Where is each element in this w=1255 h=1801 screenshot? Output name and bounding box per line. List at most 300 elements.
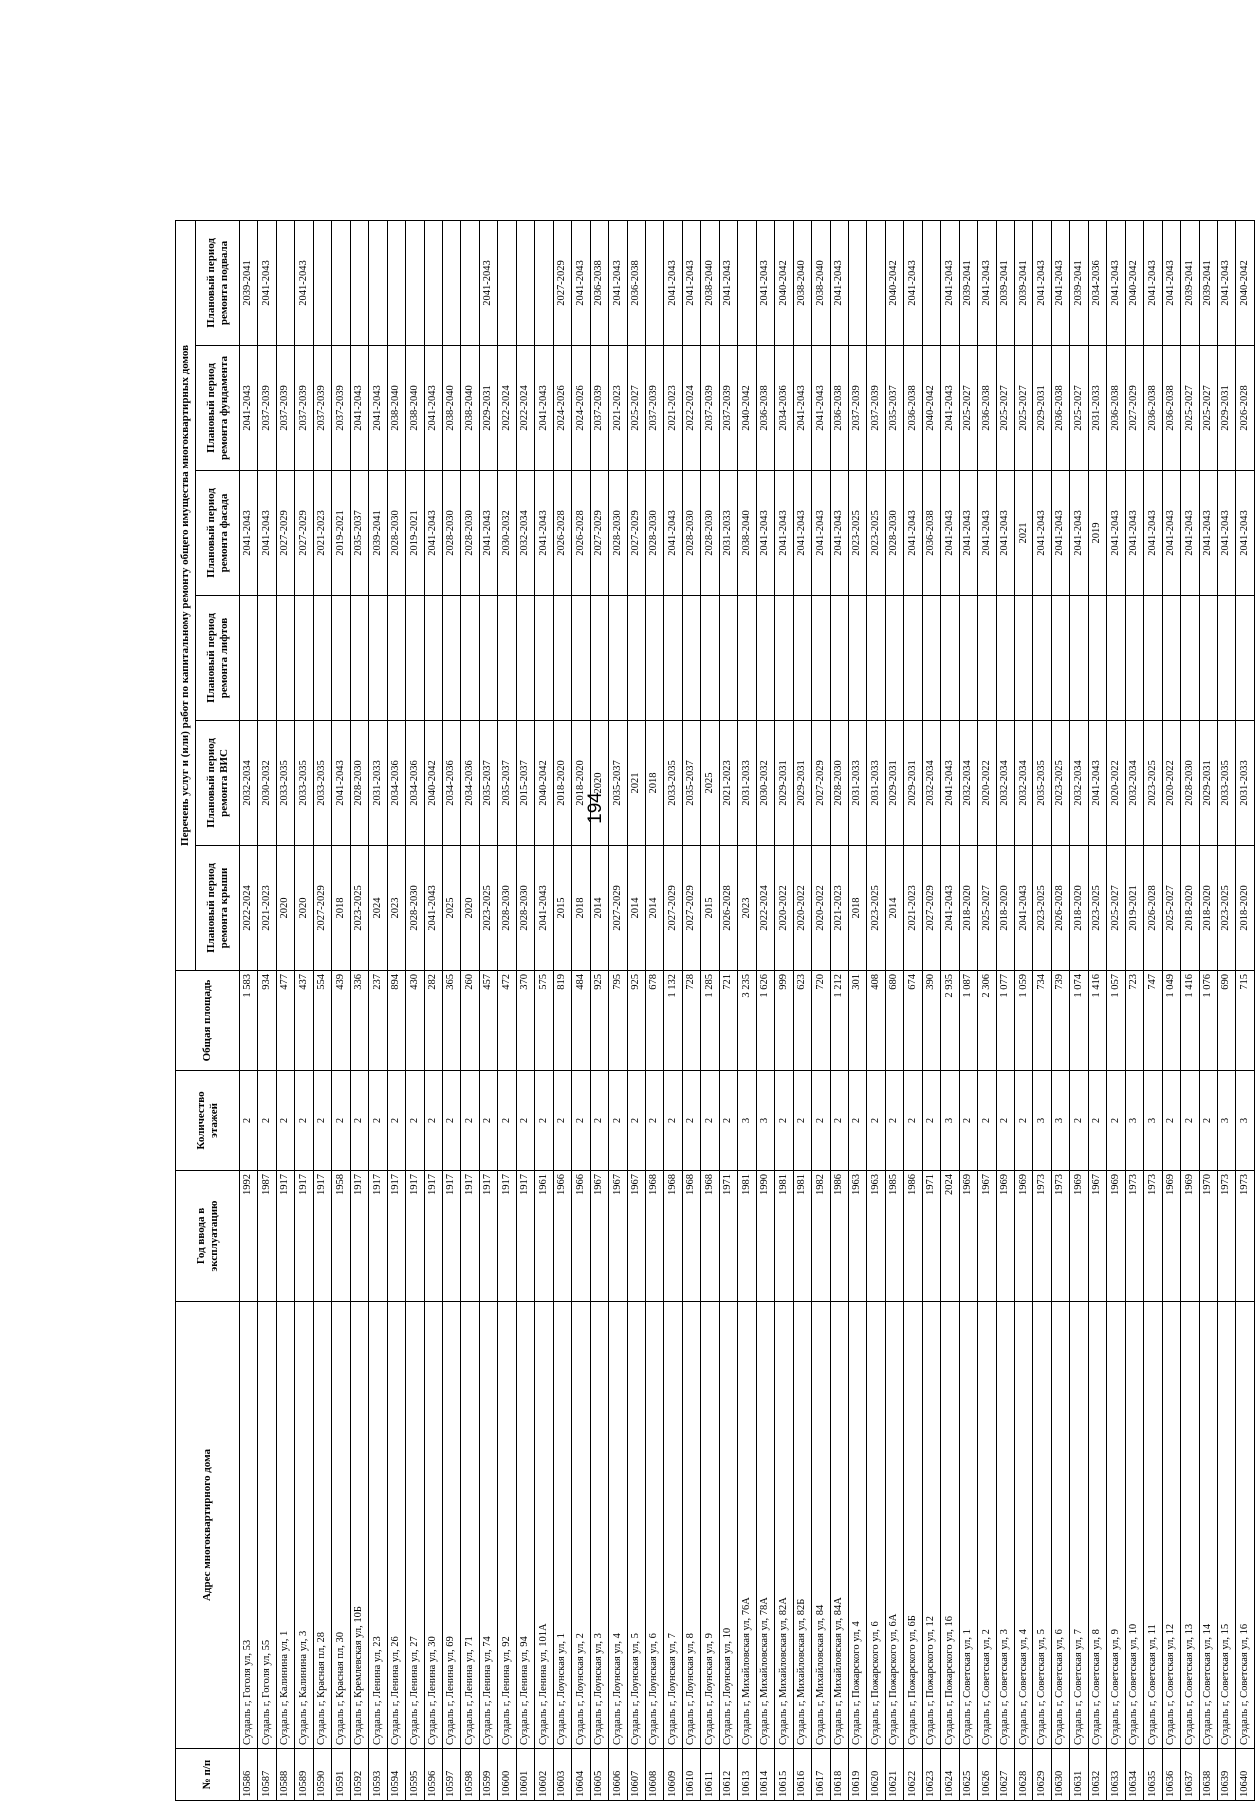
lifts-period-cell (1051, 596, 1069, 721)
table-row (812, 220, 830, 1800)
foundation-period-cell: 2025-2027 (1015, 346, 1033, 471)
roof-period-cell: 2024 (369, 846, 387, 971)
address-cell: Суздаль г, Ленина ул, 26 (387, 1302, 405, 1749)
table-row (295, 220, 313, 1800)
year-cell: 1973 (1218, 1171, 1236, 1302)
basement-period-cell: 2040-2042 (775, 220, 793, 345)
facade-period-cell: 2041-2043 (424, 471, 442, 596)
lifts-period-cell (645, 596, 663, 721)
floors-cell: 2 (424, 1071, 442, 1171)
foundation-period-cell: 2024-2026 (572, 346, 590, 471)
year-cell: 1986 (904, 1171, 922, 1302)
vis-period-cell: 2035-2037 (609, 721, 627, 846)
foundation-period-cell: 2037-2039 (645, 346, 663, 471)
area-cell: 1 074 (1070, 971, 1088, 1071)
foundation-period-cell: 2035-2037 (885, 346, 903, 471)
floors-cell: 2 (978, 1071, 996, 1171)
table-row (498, 220, 516, 1800)
lifts-period-cell (701, 596, 719, 721)
address-cell: Суздаль г, Лоунская ул, 10 (719, 1302, 737, 1749)
table-row (848, 220, 866, 1800)
row-number: 10614 (756, 1749, 774, 1801)
facade-period-cell: 2039-2041 (369, 471, 387, 596)
year-cell: 1917 (479, 1171, 497, 1302)
basement-period-cell: 2041-2043 (756, 220, 774, 345)
address-cell: Суздаль г, Ленина ул, 27 (406, 1302, 424, 1749)
row-number: 10591 (332, 1749, 350, 1801)
floors-cell: 2 (922, 1071, 940, 1171)
address-cell: Суздаль г, Ленина ул, 23 (369, 1302, 387, 1749)
table-row (332, 220, 350, 1800)
address-cell: Суздаль г, Советская ул, 6 (1051, 1302, 1069, 1749)
table-row (590, 220, 608, 1800)
floors-cell: 2 (719, 1071, 737, 1171)
address-cell: Суздаль г, Советская ул, 7 (1070, 1302, 1088, 1749)
lifts-period-cell (1236, 596, 1255, 721)
lifts-period-cell (1199, 596, 1217, 721)
facade-period-cell: 2041-2043 (959, 471, 977, 596)
area-cell: 439 (332, 971, 350, 1071)
floors-cell: 3 (1144, 1071, 1162, 1171)
roof-period-cell: 2014 (590, 846, 608, 971)
facade-period-cell: 2041-2043 (1218, 471, 1236, 596)
roof-period-cell: 2023-2025 (479, 846, 497, 971)
lifts-period-cell (387, 596, 405, 721)
roof-period-cell: 2023-2025 (1218, 846, 1236, 971)
area-cell: 1 416 (1181, 971, 1199, 1071)
vis-period-cell: 2028-2030 (830, 721, 848, 846)
facade-period-cell: 2041-2043 (904, 471, 922, 596)
vis-period-cell: 2035-2037 (479, 721, 497, 846)
year-cell: 1917 (276, 1171, 294, 1302)
roof-period-cell: 2019-2021 (1125, 846, 1143, 971)
address-cell: Суздаль г, Михайловская ул, 78А (756, 1302, 774, 1749)
vis-period-cell: 2040-2042 (424, 721, 442, 846)
area-cell: 795 (609, 971, 627, 1071)
lifts-period-cell (1107, 596, 1125, 721)
roof-period-cell: 2023 (738, 846, 756, 971)
foundation-period-cell: 2041-2043 (240, 346, 258, 471)
floors-cell: 2 (553, 1071, 571, 1171)
year-cell: 1917 (350, 1171, 368, 1302)
year-cell: 1969 (1162, 1171, 1180, 1302)
area-cell: 723 (1125, 971, 1143, 1071)
basement-period-cell: 2041-2043 (830, 220, 848, 345)
vis-period-cell: 2028-2030 (350, 721, 368, 846)
address-cell: Суздаль г, Советская ул, 3 (996, 1302, 1014, 1749)
roof-period-cell: 2018-2020 (1199, 846, 1217, 971)
foundation-period-cell: 2038-2040 (387, 346, 405, 471)
facade-period-cell: 2041-2043 (978, 471, 996, 596)
table-row (664, 220, 682, 1800)
address-cell: Суздаль г, Михайловская ул, 82А (775, 1302, 793, 1749)
lifts-period-cell (369, 596, 387, 721)
foundation-period-cell: 2040-2042 (922, 346, 940, 471)
facade-period-cell: 2041-2043 (479, 471, 497, 596)
floors-cell: 2 (590, 1071, 608, 1171)
floors-cell: 3 (941, 1071, 959, 1171)
foundation-period-cell: 2041-2043 (793, 346, 811, 471)
row-number: 10590 (313, 1749, 331, 1801)
vis-period-cell: 2015-2037 (516, 721, 534, 846)
year-cell: 1973 (1144, 1171, 1162, 1302)
foundation-period-cell: 2027-2029 (1125, 346, 1143, 471)
row-number: 10596 (424, 1749, 442, 1801)
basement-period-cell: 2034-2036 (1088, 220, 1106, 345)
floors-cell: 2 (996, 1071, 1014, 1171)
year-cell: 1990 (756, 1171, 774, 1302)
facade-period-cell: 2041-2043 (1051, 471, 1069, 596)
lifts-period-cell (867, 596, 885, 721)
year-cell: 1973 (1236, 1171, 1255, 1302)
basement-period-cell (332, 220, 350, 345)
year-cell: 1969 (996, 1171, 1014, 1302)
vis-period-cell: 2034-2036 (461, 721, 479, 846)
area-cell: 1 049 (1162, 971, 1180, 1071)
roof-period-cell: 2025-2027 (978, 846, 996, 971)
roof-period-cell: 2020 (461, 846, 479, 971)
year-cell: 1968 (645, 1171, 663, 1302)
row-number: 10593 (369, 1749, 387, 1801)
row-number: 10587 (258, 1749, 276, 1801)
area-cell: 934 (258, 971, 276, 1071)
roof-period-cell: 2014 (627, 846, 645, 971)
vis-period-cell: 2030-2032 (258, 721, 276, 846)
row-number: 10635 (1144, 1749, 1162, 1801)
vis-period-cell: 2028-2030 (1181, 721, 1199, 846)
facade-period-cell: 2041-2043 (1162, 471, 1180, 596)
facade-period-cell: 2041-2043 (996, 471, 1014, 596)
lifts-period-cell (424, 596, 442, 721)
facade-period-cell: 2019 (1088, 471, 1106, 596)
vis-period-cell: 2020-2022 (1162, 721, 1180, 846)
table-row (609, 220, 627, 1800)
facade-period-cell: 2041-2043 (535, 471, 553, 596)
year-cell: 1917 (406, 1171, 424, 1302)
lifts-period-cell (295, 596, 313, 721)
year-cell: 1966 (553, 1171, 571, 1302)
row-number: 10595 (406, 1749, 424, 1801)
lifts-period-cell (996, 596, 1014, 721)
row-number: 10638 (1199, 1749, 1217, 1801)
row-number: 10612 (719, 1749, 737, 1801)
foundation-period-cell: 2036-2038 (1107, 346, 1125, 471)
vis-period-cell: 2023-2025 (1144, 721, 1162, 846)
facade-period-cell: 2023-2025 (848, 471, 866, 596)
row-number: 10624 (941, 1749, 959, 1801)
address-cell: Суздаль г, Ленина ул, 92 (498, 1302, 516, 1749)
row-number: 10594 (387, 1749, 405, 1801)
address-cell: Суздаль г, Лоунская ул, 6 (645, 1302, 663, 1749)
vis-period-cell: 2035-2037 (498, 721, 516, 846)
roof-period-cell: 2025 (442, 846, 460, 971)
year-cell: 1973 (1033, 1171, 1051, 1302)
address-cell: Суздаль г, Лоунская ул, 3 (590, 1302, 608, 1749)
area-cell: 1 583 (240, 971, 258, 1071)
table-row (959, 220, 977, 1800)
basement-period-cell: 2041-2043 (719, 220, 737, 345)
roof-period-cell: 2020 (276, 846, 294, 971)
address-cell: Суздаль г, Пожарского ул, 16 (941, 1302, 959, 1749)
table-row (369, 220, 387, 1800)
area-cell: 237 (369, 971, 387, 1071)
lifts-period-cell (756, 596, 774, 721)
vis-period-cell: 2032-2034 (996, 721, 1014, 846)
year-cell: 1969 (1015, 1171, 1033, 1302)
facade-period-cell: 2032-2034 (516, 471, 534, 596)
floors-cell: 2 (701, 1071, 719, 1171)
area-cell: 2 935 (941, 971, 959, 1071)
foundation-period-cell: 2037-2039 (295, 346, 313, 471)
address-cell: Суздаль г, Красная пл, 30 (332, 1302, 350, 1749)
lifts-period-cell (682, 596, 700, 721)
vis-period-cell: 2033-2035 (664, 721, 682, 846)
foundation-period-cell: 2036-2038 (756, 346, 774, 471)
header-works-title: Перечень услуг и (или) работ по капитальному ремонту общего имущества многоквартирных домов (176, 220, 196, 970)
foundation-period-cell: 2021-2023 (664, 346, 682, 471)
lifts-period-cell (738, 596, 756, 721)
basement-period-cell: 2041-2043 (572, 220, 590, 345)
area-cell: 365 (442, 971, 460, 1071)
facade-period-cell: 2036-2038 (922, 471, 940, 596)
facade-period-cell: 2041-2043 (1199, 471, 1217, 596)
row-number: 10606 (609, 1749, 627, 1801)
roof-period-cell: 2018-2020 (1070, 846, 1088, 971)
basement-period-cell (369, 220, 387, 345)
area-cell: 1 132 (664, 971, 682, 1071)
vis-period-cell: 2021 (627, 721, 645, 846)
foundation-period-cell: 2041-2043 (941, 346, 959, 471)
facade-period-cell: 2041-2043 (1107, 471, 1125, 596)
table-row (1199, 220, 1217, 1800)
address-cell: Суздаль г, Советская ул, 8 (1088, 1302, 1106, 1749)
foundation-period-cell: 2036-2038 (1144, 346, 1162, 471)
row-number: 10634 (1125, 1749, 1143, 1801)
row-number: 10640 (1236, 1749, 1255, 1801)
row-number: 10625 (959, 1749, 977, 1801)
vis-period-cell: 2031-2033 (848, 721, 866, 846)
row-number: 10605 (590, 1749, 608, 1801)
floors-cell: 2 (295, 1071, 313, 1171)
roof-period-cell: 2023-2025 (867, 846, 885, 971)
year-cell: 1981 (738, 1171, 756, 1302)
roof-period-cell: 2018-2020 (959, 846, 977, 971)
basement-period-cell: 2036-2038 (590, 220, 608, 345)
year-cell: 1969 (1107, 1171, 1125, 1302)
facade-period-cell: 2027-2029 (627, 471, 645, 596)
row-number: 10611 (701, 1749, 719, 1801)
area-cell: 282 (424, 971, 442, 1071)
foundation-period-cell: 2036-2038 (830, 346, 848, 471)
roof-period-cell: 2018-2020 (1181, 846, 1199, 971)
vis-period-cell: 2034-2036 (387, 721, 405, 846)
floors-cell: 2 (793, 1071, 811, 1171)
row-number: 10598 (461, 1749, 479, 1801)
vis-period-cell: 2031-2033 (738, 721, 756, 846)
lifts-period-cell (516, 596, 534, 721)
address-cell: Суздаль г, Калинина ул, 3 (295, 1302, 313, 1749)
vis-period-cell: 2018 (645, 721, 663, 846)
floors-cell: 3 (1218, 1071, 1236, 1171)
address-cell: Суздаль г, Гоголя ул, 53 (240, 1302, 258, 1749)
facade-period-cell: 2026-2028 (572, 471, 590, 596)
foundation-period-cell: 2037-2039 (867, 346, 885, 471)
basement-period-cell (387, 220, 405, 345)
foundation-period-cell: 2041-2043 (369, 346, 387, 471)
area-cell: 747 (1144, 971, 1162, 1071)
vis-period-cell: 2032-2034 (959, 721, 977, 846)
year-cell: 1917 (442, 1171, 460, 1302)
facade-period-cell: 2035-2037 (350, 471, 368, 596)
facade-period-cell: 2041-2043 (1033, 471, 1051, 596)
table-row (885, 220, 903, 1800)
facade-period-cell: 2041-2043 (664, 471, 682, 596)
basement-period-cell (516, 220, 534, 345)
lifts-period-cell (609, 596, 627, 721)
floors-cell: 2 (276, 1071, 294, 1171)
area-cell: 336 (350, 971, 368, 1071)
foundation-period-cell: 2037-2039 (276, 346, 294, 471)
foundation-period-cell: 2024-2026 (553, 346, 571, 471)
roof-period-cell: 2018-2020 (1236, 846, 1255, 971)
foundation-period-cell: 2041-2043 (812, 346, 830, 471)
lifts-period-cell (535, 596, 553, 721)
roof-period-cell: 2020-2022 (775, 846, 793, 971)
table-row (627, 220, 645, 1800)
roof-period-cell: 2021-2023 (258, 846, 276, 971)
year-cell: 1981 (793, 1171, 811, 1302)
roof-period-cell: 2027-2029 (682, 846, 700, 971)
floors-cell: 2 (609, 1071, 627, 1171)
area-cell: 739 (1051, 971, 1069, 1071)
table-row (1218, 220, 1236, 1800)
facade-period-cell: 2041-2043 (1125, 471, 1143, 596)
vis-period-cell: 2033-2035 (295, 721, 313, 846)
facade-period-cell: 2019-2021 (406, 471, 424, 596)
lifts-period-cell (572, 596, 590, 721)
row-number: 10613 (738, 1749, 756, 1801)
basement-period-cell: 2039-2041 (959, 220, 977, 345)
foundation-period-cell: 2037-2039 (848, 346, 866, 471)
row-number: 10601 (516, 1749, 534, 1801)
table-row (1088, 220, 1106, 1800)
facade-period-cell: 2041-2043 (812, 471, 830, 596)
area-cell: 925 (590, 971, 608, 1071)
basement-period-cell: 2041-2043 (1107, 220, 1125, 345)
basement-period-cell (442, 220, 460, 345)
foundation-period-cell: 2031-2033 (1088, 346, 1106, 471)
year-cell: 1967 (609, 1171, 627, 1302)
lifts-period-cell (1125, 596, 1143, 721)
foundation-period-cell: 2037-2039 (590, 346, 608, 471)
basement-period-cell: 2041-2043 (664, 220, 682, 345)
row-number: 10588 (276, 1749, 294, 1801)
area-cell: 715 (1236, 971, 1255, 1071)
vis-period-cell: 2020-2022 (978, 721, 996, 846)
table-row (756, 220, 774, 1800)
foundation-period-cell: 2041-2043 (535, 346, 553, 471)
area-cell: 554 (313, 971, 331, 1071)
row-number: 10615 (775, 1749, 793, 1801)
row-number: 10631 (1070, 1749, 1088, 1801)
lifts-period-cell (1181, 596, 1199, 721)
roof-period-cell: 2028-2030 (498, 846, 516, 971)
vis-period-cell: 2040-2042 (535, 721, 553, 846)
address-cell: Суздаль г, Кремлевская ул, 10Б (350, 1302, 368, 1749)
year-cell: 1970 (1199, 1171, 1217, 1302)
year-cell: 1917 (516, 1171, 534, 1302)
lifts-period-cell (664, 596, 682, 721)
year-cell: 1969 (1070, 1171, 1088, 1302)
vis-period-cell: 2031-2033 (369, 721, 387, 846)
vis-period-cell: 2032-2034 (922, 721, 940, 846)
area-cell: 477 (276, 971, 294, 1071)
roof-period-cell: 2026-2028 (1051, 846, 1069, 971)
year-cell: 1963 (867, 1171, 885, 1302)
foundation-period-cell: 2038-2040 (442, 346, 460, 471)
floors-cell: 3 (756, 1071, 774, 1171)
year-cell: 1967 (590, 1171, 608, 1302)
row-number: 10633 (1107, 1749, 1125, 1801)
lifts-period-cell (590, 596, 608, 721)
floors-cell: 2 (498, 1071, 516, 1171)
basement-period-cell: 2039-2041 (1015, 220, 1033, 345)
area-cell: 623 (793, 971, 811, 1071)
facade-period-cell: 2019-2021 (332, 471, 350, 596)
table-row (1236, 220, 1255, 1800)
basement-period-cell: 2038-2040 (701, 220, 719, 345)
table-row (922, 220, 940, 1800)
header-basement: Плановый период ремонта подвала (196, 220, 240, 345)
address-cell: Суздаль г, Михайловская ул, 84А (830, 1302, 848, 1749)
floors-cell: 2 (516, 1071, 534, 1171)
row-number: 10626 (978, 1749, 996, 1801)
area-cell: 819 (553, 971, 571, 1071)
basement-period-cell (738, 220, 756, 345)
vis-period-cell: 2029-2031 (1199, 721, 1217, 846)
area-cell: 999 (775, 971, 793, 1071)
basement-period-cell: 2039-2041 (1199, 220, 1217, 345)
lifts-period-cell (941, 596, 959, 721)
floors-cell: 2 (461, 1071, 479, 1171)
vis-period-cell: 2029-2031 (904, 721, 922, 846)
roof-period-cell: 2041-2043 (1015, 846, 1033, 971)
row-number: 10623 (922, 1749, 940, 1801)
vis-period-cell: 2035-2035 (1033, 721, 1051, 846)
basement-period-cell: 2038-2040 (812, 220, 830, 345)
area-cell: 408 (867, 971, 885, 1071)
year-cell: 1917 (498, 1171, 516, 1302)
basement-period-cell: 2041-2043 (941, 220, 959, 345)
facade-period-cell: 2027-2029 (590, 471, 608, 596)
area-cell: 484 (572, 971, 590, 1071)
year-cell: 1961 (535, 1171, 553, 1302)
vis-period-cell: 2031-2033 (1236, 721, 1255, 846)
address-cell: Суздаль г, Михайловская ул, 82Б (793, 1302, 811, 1749)
basement-period-cell (867, 220, 885, 345)
vis-period-cell: 2030-2032 (756, 721, 774, 846)
foundation-period-cell: 2022-2024 (498, 346, 516, 471)
header-year: Год ввода в эксплуатацию (176, 1171, 240, 1302)
table-row (406, 220, 424, 1800)
roof-period-cell: 2041-2043 (424, 846, 442, 971)
roof-period-cell: 2015 (701, 846, 719, 971)
floors-cell: 2 (535, 1071, 553, 1171)
vis-period-cell: 2029-2031 (793, 721, 811, 846)
row-number: 10589 (295, 1749, 313, 1801)
lifts-period-cell (406, 596, 424, 721)
area-cell: 260 (461, 971, 479, 1071)
